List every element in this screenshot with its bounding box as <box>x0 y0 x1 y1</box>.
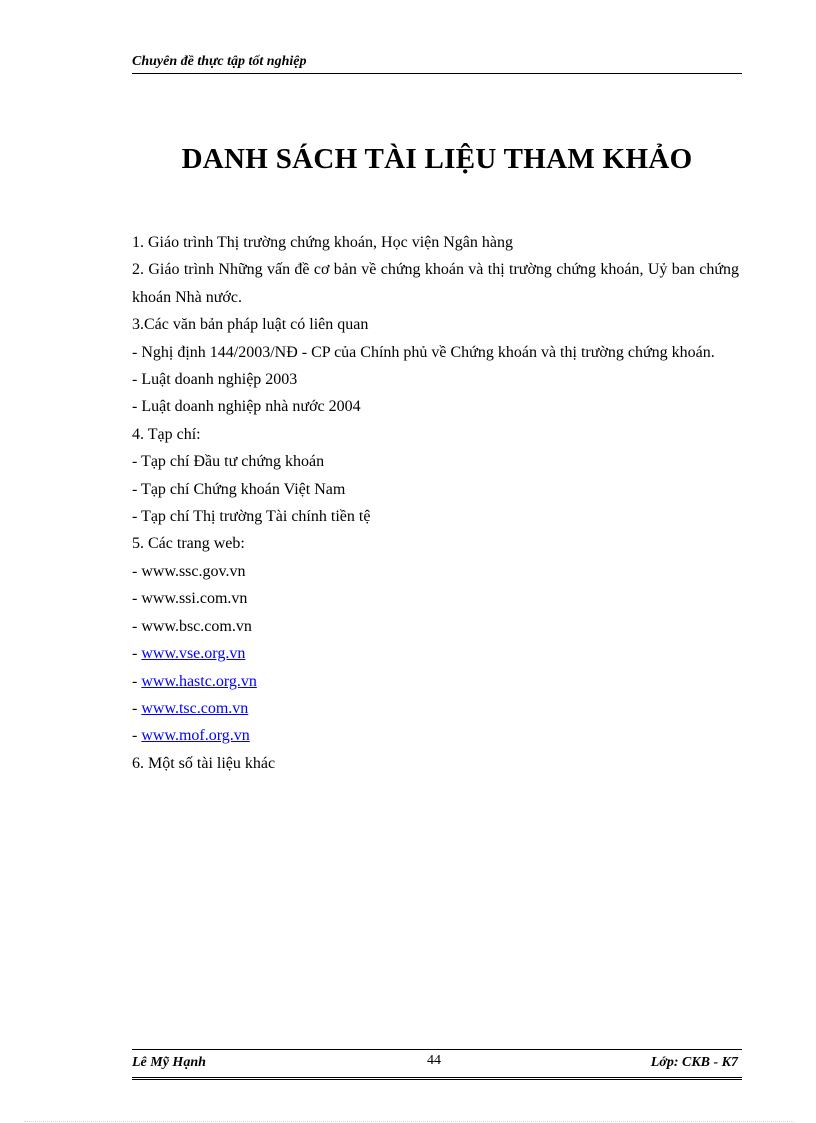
footer-author: Lê Mỹ Hạnh <box>132 1055 206 1070</box>
reference-magazine-2: - Tạp chí Chứng khoán Việt Nam <box>132 480 346 498</box>
list-dash: - <box>132 699 142 717</box>
website-hastc-item <box>132 668 739 695</box>
link-tsc[interactable]: www.tsc.com.vn <box>141 699 249 717</box>
reference-magazine-1: - Tạp chí Đầu tư chứng khoán <box>132 453 325 471</box>
list-dash: - <box>132 727 142 745</box>
page-number: 44 <box>427 1053 441 1068</box>
list-dash: - <box>132 645 142 663</box>
page-header <box>132 53 742 74</box>
list-dash: - <box>132 672 142 690</box>
link-vse[interactable]: www.vse.org.vn <box>141 645 246 663</box>
reference-list <box>132 229 739 777</box>
reference-item-5-heading: 5. Các trang web: <box>132 535 245 553</box>
page-footer <box>132 1049 742 1080</box>
page-edge-divider <box>24 1121 794 1122</box>
website-mof-item <box>132 722 739 749</box>
reference-decree: - Nghị định 144/2003/NĐ - CP của Chính phủ về Chứng khoán và thị trường chứng khoán. <box>132 343 715 361</box>
page-title: DANH SÁCH TÀI LIỆU THAM KHẢO <box>181 143 693 175</box>
link-hastc[interactable]: www.hastc.org.vn <box>141 672 257 690</box>
reference-law-state-enterprise: - Luật doanh nghiệp nhà nước 2004 <box>132 398 361 416</box>
website-ssi: - www.ssi.com.vn <box>132 590 248 608</box>
reference-item-4-heading: 4. Tạp chí: <box>132 425 201 443</box>
footer-class: Lớp: CKB - K7 <box>650 1055 738 1070</box>
header-text: Chuyên đề thực tập tốt nghiệp <box>132 54 307 69</box>
reference-item-3-heading: 3.Các văn bản pháp luật có liên quan <box>132 316 369 334</box>
website-bsc: - www.bsc.com.vn <box>132 617 252 635</box>
website-vse-item <box>132 640 739 667</box>
reference-magazine-3: - Tạp chí Thị trường Tài chính tiền tệ <box>132 508 371 526</box>
reference-item-6: 6. Một số tài liệu khác <box>132 754 276 772</box>
reference-law-enterprise: - Luật doanh nghiệp 2003 <box>132 371 298 389</box>
reference-item-1: 1. Giáo trình Thị trường chứng khoán, Học viện Ngân hàng <box>132 234 513 251</box>
reference-item-2: 2. Giáo trình Những vấn đề cơ bản về chứng khoán và thị trường chứng khoán, Uỷ ban chứng khoán Nhà nước. <box>132 261 739 306</box>
website-tsc-item <box>132 695 739 722</box>
website-ssc: - www.ssc.gov.vn <box>132 562 246 580</box>
link-mof[interactable]: www.mof.org.vn <box>141 727 250 745</box>
